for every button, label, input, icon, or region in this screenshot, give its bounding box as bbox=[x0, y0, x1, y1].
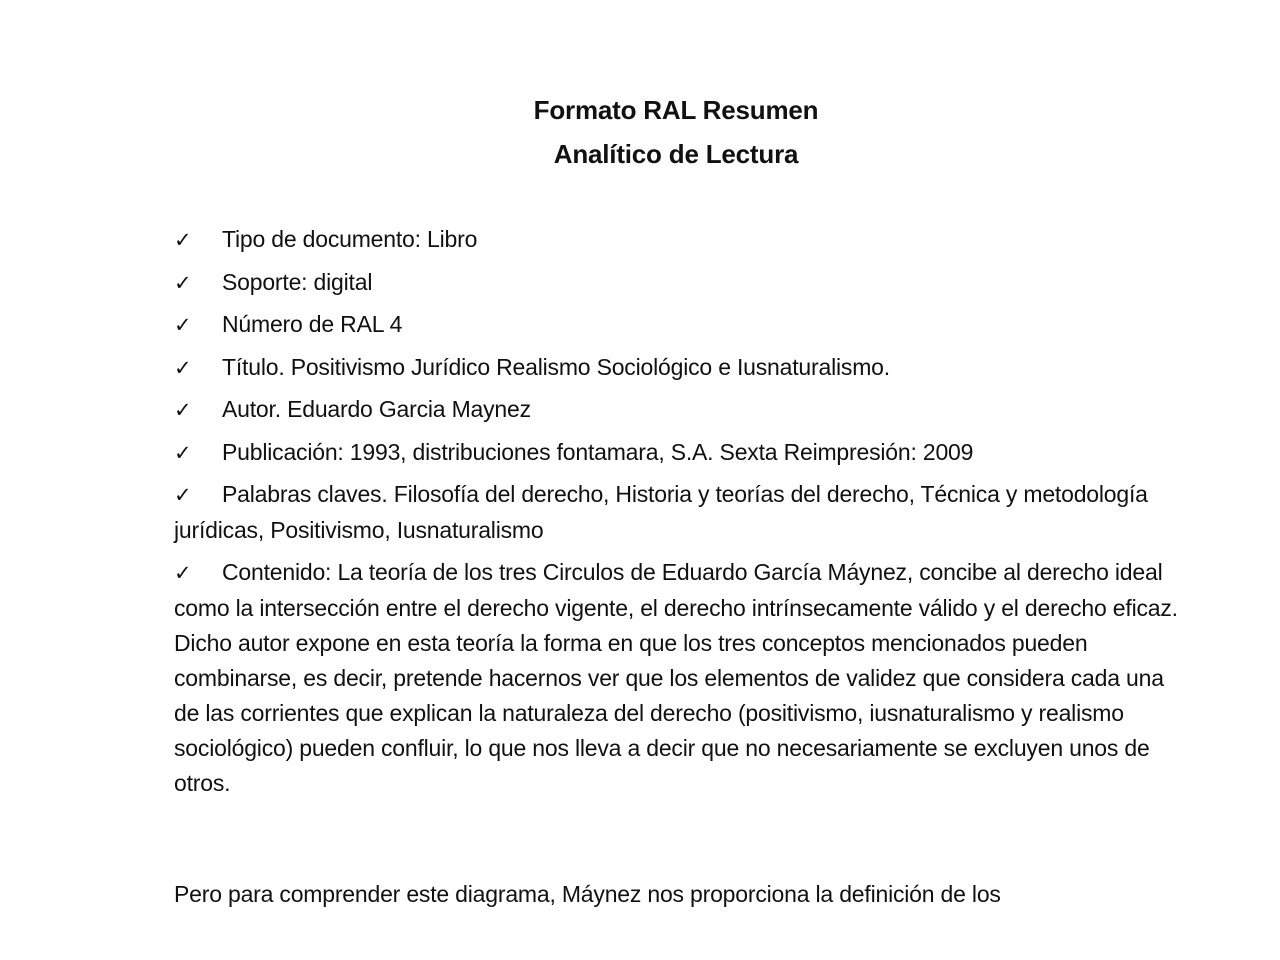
list-item-text: Autor. Eduardo Garcia Maynez bbox=[222, 396, 531, 422]
title-line-2: Analítico de Lectura bbox=[553, 139, 799, 169]
list-item-text: Contenido: La teoría de los tres Circulos de Eduardo García Máynez, concibe al derecho ideal como la intersección entre el derecho vigente, el derecho intrínsecamente válido y el derecho eficaz. Dicho autor expone en esta teoría la forma en que los tres conceptos mencionados pueden combinarse, es decir, pretende hacernos ver que los elementos de validez que considera cada una de las corrientes que explican la naturaleza del derecho (positivismo, iusnaturalismo y realismo sociológico) pueden confluir, lo que nos lleva a decir que no necesariamente se excluyen unos de otros. bbox=[174, 558, 1178, 796]
document-title bbox=[0, 88, 1280, 176]
list-item-titulo bbox=[174, 350, 1184, 386]
list-item-contenido bbox=[174, 555, 1184, 801]
list-item-text: Título. Positivismo Jurídico Realismo Sociológico e Iusnaturalismo. bbox=[222, 353, 890, 380]
checkmark-icon: ✓ bbox=[174, 440, 192, 465]
list-item-text: Palabras claves. Filosofía del derecho, Historia y teorías del derecho, Técnica y metodología jurídicas, Positivismo, Iusnaturalismo bbox=[174, 481, 1148, 543]
list-item-tipo bbox=[174, 222, 1184, 258]
checklist bbox=[174, 222, 1184, 807]
list-item-palabras-claves bbox=[174, 477, 1184, 548]
body-paragraph: Pero para comprender este diagrama, Máynez nos proporciona la definición de los bbox=[174, 881, 1001, 907]
checkmark-icon: ✓ bbox=[174, 398, 192, 422]
list-item-text: Número de RAL 4 bbox=[222, 311, 403, 337]
list-item-autor bbox=[174, 392, 1184, 428]
list-item-publicacion bbox=[174, 435, 1184, 471]
checkmark-icon: ✓ bbox=[174, 560, 192, 585]
title-line-1: Formato RAL Resumen bbox=[533, 95, 819, 125]
checkmark-icon: ✓ bbox=[174, 483, 192, 507]
checkmark-icon: ✓ bbox=[174, 270, 192, 295]
list-item-numero bbox=[174, 307, 1184, 343]
list-item-text: Soporte: digital bbox=[222, 268, 373, 295]
list-item-text: Publicación: 1993, distribuciones fontamara, S.A. Sexta Reimpresión: 2009 bbox=[222, 438, 974, 465]
list-item-text: Tipo de documento: Libro bbox=[222, 226, 478, 252]
checkmark-icon: ✓ bbox=[174, 313, 192, 337]
list-item-soporte bbox=[174, 265, 1184, 301]
checkmark-icon: ✓ bbox=[174, 228, 192, 252]
checkmark-icon: ✓ bbox=[174, 355, 192, 380]
